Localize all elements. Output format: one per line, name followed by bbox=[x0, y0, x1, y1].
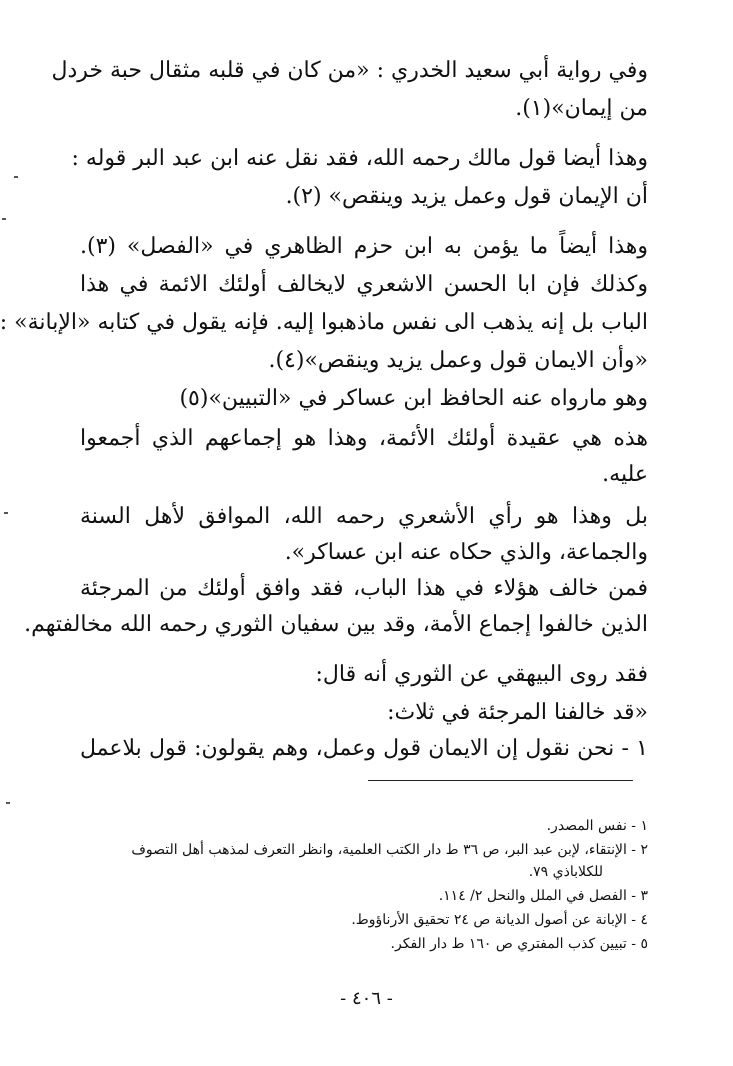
body-line-8: «وأن الايمان قول وعمل يزيد وينقص»(٤). bbox=[268, 348, 648, 373]
body-line-6: وكذلك فإن ابا الحسن الاشعري لايخالف أولئك الائمة في هذا bbox=[80, 272, 648, 297]
footnote-2-continued: للكلاباذي ٧٩. bbox=[528, 864, 603, 880]
footnote-2: ٢ - الإنتقاء، لإبن عبد البر، ص ٣٦ ط دار الكتب العلمية، وانظر التعرف لمذهب أهل التصوف bbox=[131, 842, 648, 858]
body-line-1: وفي رواية أبي سعيد الخدري : «من كان في قلبه مثقال حبة خردل bbox=[51, 58, 648, 83]
footnote-divider bbox=[368, 780, 633, 781]
body-line-17: «قد خالفنا المرجئة في ثلاث: bbox=[387, 700, 648, 725]
page-number: - ٤٠٦ - bbox=[340, 988, 393, 1009]
body-line-2: من إيمان»(١). bbox=[515, 96, 648, 121]
footnote-5: ٥ - تبيين كذب المفتري ص ١٦٠ ط دار الفكر. bbox=[390, 936, 648, 952]
body-line-7: الباب بل إنه يذهب الى نفس ماذهبوا إليه. فإنه يقول في كتابه «الإبانة» : bbox=[0, 310, 648, 335]
margin-mark bbox=[14, 176, 18, 178]
body-line-3: وهذا أيضا قول مالك رحمه الله، فقد نقل عنه ابن عبد البر قوله : bbox=[71, 146, 648, 171]
footnote-4: ٤ - الإبانة عن أصول الديانة ص ٢٤ تحقيق الأرناؤوط. bbox=[351, 912, 648, 928]
body-line-5: وهذا أيضاً ما يؤمن به ابن حزم الظاهري في «الفصل» (٣). bbox=[80, 234, 648, 259]
body-line-10: هذه هي عقيدة أولئك الأئمة، وهذا هو إجماعهم الذي أجمعوا bbox=[80, 426, 648, 451]
body-line-18: ١ - نحن نقول إن الايمان قول وعمل، وهم يقولون: قول بلاعمل bbox=[80, 736, 648, 761]
body-line-4: أن الإيمان قول وعمل يزيد وينقص» (٢). bbox=[285, 184, 648, 209]
body-line-14: فمن خالف هؤلاء في هذا الباب، فقد وافق أولئك من المرجئة bbox=[80, 576, 648, 601]
body-line-16: فقد روى البيهقي عن الثوري أنه قال: bbox=[315, 662, 648, 687]
margin-mark bbox=[2, 218, 6, 220]
margin-mark bbox=[6, 802, 10, 804]
margin-mark bbox=[4, 512, 8, 514]
footnote-1: ١ - نفس المصدر. bbox=[546, 818, 648, 834]
body-line-11: عليه. bbox=[602, 462, 648, 487]
footnote-3: ٣ - الفصل في الملل والنحل ٢/ ١١٤. bbox=[438, 888, 648, 904]
body-line-15: الذين خالفوا إجماع الأمة، وقد بين سفيان الثوري رحمه الله مخالفتهم. bbox=[24, 612, 648, 637]
body-line-13: والجماعة، والذي حكاه عنه ابن عساكر». bbox=[284, 540, 648, 565]
body-line-12: بل وهذا هو رأي الأشعري رحمه الله، الموافق لأهل السنة bbox=[80, 504, 648, 529]
body-line-9: وهو مارواه عنه الحافظ ابن عساكر في «التبيين»(٥) bbox=[179, 386, 648, 411]
